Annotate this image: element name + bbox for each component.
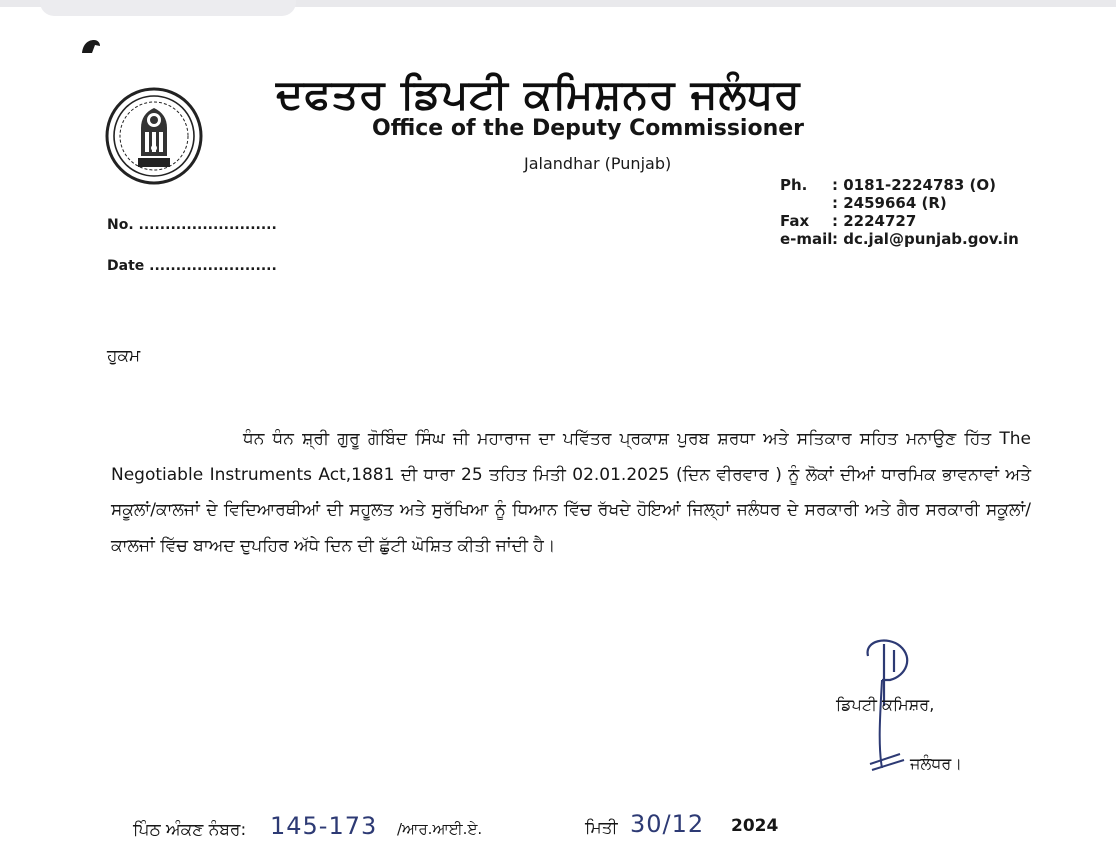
letter-number-field: No. .......................... xyxy=(107,217,277,233)
footer-date-handwritten: 30/12 xyxy=(630,810,705,838)
order-heading: ਹੁਕਮ xyxy=(107,346,141,366)
office-title-punjabi: ਦਫਤਰ ਡਿਪਟੀ ਕਮਿਸ਼ਨਰ ਜਲੰਧਰ xyxy=(276,70,801,118)
contact-row xyxy=(780,194,1019,212)
contact-block xyxy=(780,176,1019,248)
contact-value: : 0181-2224783 (O) xyxy=(832,176,996,194)
contact-row xyxy=(780,212,1019,230)
contact-value: : 2459664 (R) xyxy=(832,194,947,212)
endorsement-suffix: /ਆਰ.ਆਈ.ਏ. xyxy=(397,820,483,838)
letter-date-field: Date ........................ xyxy=(107,258,277,274)
endorsement-number-handwritten: 145-173 xyxy=(270,812,378,840)
contact-row xyxy=(780,230,1019,248)
signatory-designation: ਡਿਪਟੀ ਕਮਿਸ਼ਰ, xyxy=(836,695,935,714)
viewer-tab[interactable] xyxy=(40,0,296,16)
contact-label: Fax xyxy=(780,212,810,230)
endorsement-number-label: ਪਿੰਠ ਅੰਕਣ ਨੰਬਰ: xyxy=(133,820,247,840)
office-title-english: Office of the Deputy Commissioner xyxy=(372,116,804,141)
signatory-place: ਜਲੰਧਰ। xyxy=(910,754,963,773)
footer-year: 2024 xyxy=(731,816,779,836)
footer-date-label: ਮਿਤੀ xyxy=(585,818,618,838)
contact-row xyxy=(780,176,1019,194)
page-corner-mark-icon xyxy=(80,38,102,54)
contact-label xyxy=(780,194,832,212)
state-emblem-seal-icon xyxy=(104,86,204,186)
contact-value: : dc.jal@punjab.gov.in xyxy=(832,230,1019,248)
contact-label: Ph. xyxy=(780,176,808,194)
order-body-text: ਧੰਨ ਧੰਨ ਸ਼੍ਰੀ ਗੁਰੂ ਗੋਬਿੰਦ ਸਿੰਘ ਜੀ ਮਹਾਰਾਜ ਦਾ ਪਵਿੱਤਰ ਪ੍ਰਕਾਸ਼ ਪੁਰਬ ਸ਼ਰਧਾ ਅਤੇ ਸਤਿਕਾਰ ਸਹਿਤ ਮਨਾਉਣ ਹਿੱਤ The Negotiable Instruments Act,1881 ਦੀ ਧਾਰਾ 25 ਤਹਿਤ ਮਿਤੀ 02.01.2025 (ਦਿਨ ਵੀਰਵਾਰ ) ਨੂੰ ਲੋਕਾਂ ਦੀਆਂ ਧਾਰਮਿਕ ਭਾਵਨਾਵਾਂ ਅਤੇ ਸਕੂਲਾਂ/ਕਾਲਜਾਂ ਦੇ ਵਿਦਿਆਰਥੀਆਂ ਦੀ ਸਹੂਲਤ ਅਤੇ ਸੁਰੱਖਿਆ ਨੂੰ ਧਿਆਨ ਵਿੱਚ ਰੱਖਦੇ ਹੋਇਆਂ ਜਿਲ੍ਹਾਂ ਜਲੰਧਰ ਦੇ ਸਰਕਾਰੀ ਅਤੇ ਗੈਰ ਸਰਕਾਰੀ ਸਕੂਲਾਂ/ਕਾਲਜਾਂ ਵਿੱਚ ਬਾਅਦ ਦੁਪਹਿਰ ਅੱਧੇ ਦਿਨ ਦੀ ਛੁੱਟੀ ਘੋਸ਼ਿਤ ਕੀਤੀ ਜਾਂਦੀ ਹੈ। xyxy=(111,429,1031,556)
contact-label: e-mail xyxy=(780,230,833,248)
office-location: Jalandhar (Punjab) xyxy=(524,154,672,173)
contact-value: : 2224727 xyxy=(832,212,917,230)
